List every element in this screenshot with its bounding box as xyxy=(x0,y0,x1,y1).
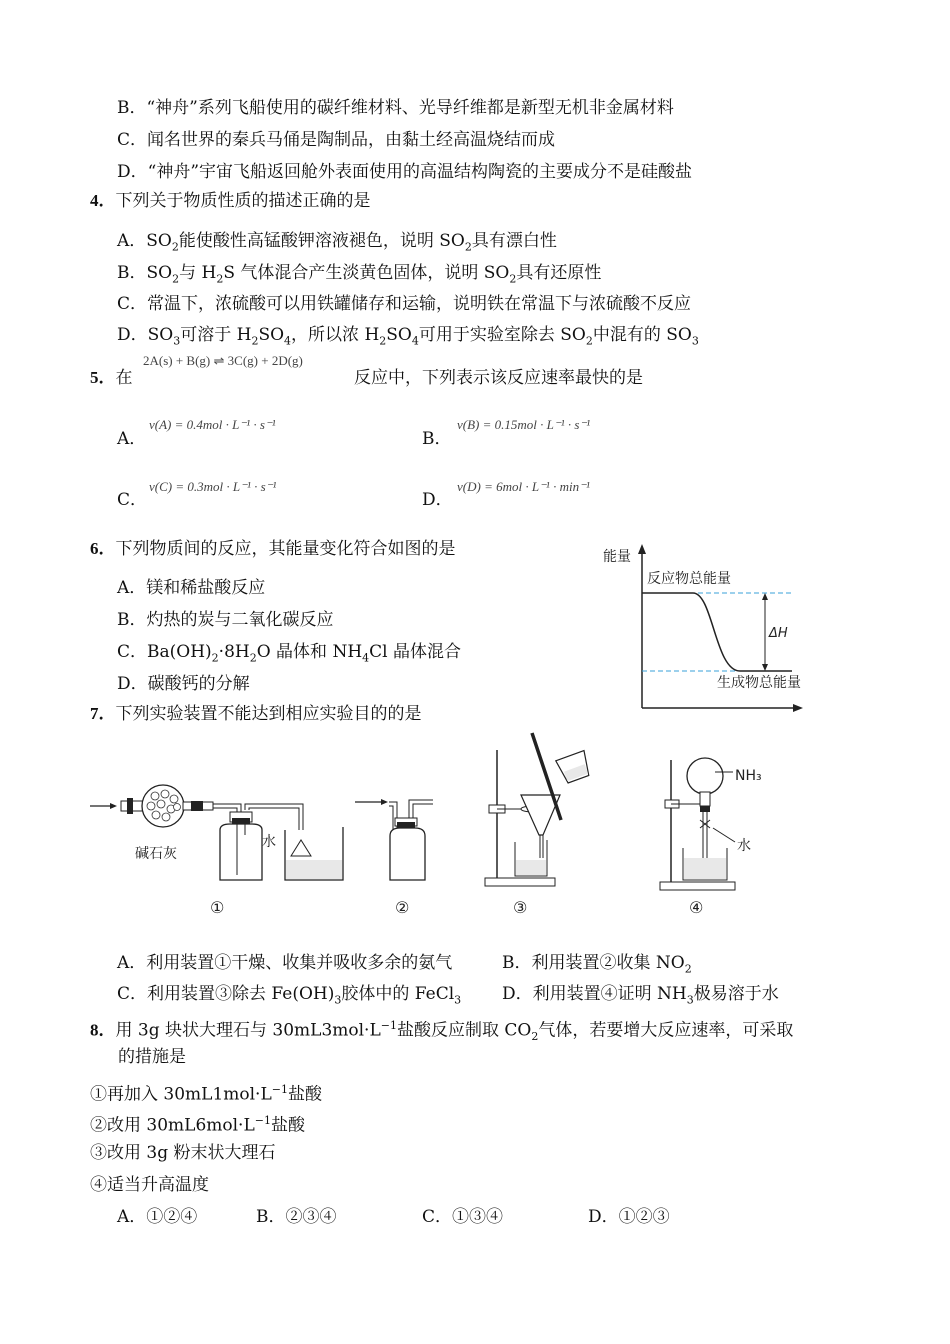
reactant-label: 反应物总能量 xyxy=(647,571,731,587)
q3-option-d: D．“神舟”宇宙飞船返回舱外表面使用的高温结构陶瓷的主要成分不是硅酸盐 xyxy=(117,162,693,182)
y-axis-arrow xyxy=(638,544,646,554)
q5-option-c-label: C． xyxy=(117,490,148,510)
device-1-collection-bottle xyxy=(220,804,343,880)
y-axis-label: 能量 xyxy=(603,549,631,565)
q8-measure-2: ②改用 $30mL6mol\cdot L^{-1}$盐酸 xyxy=(90,1114,305,1136)
q5-stem-end: 反应中，下列表示该反应速率最快的是 xyxy=(354,368,643,388)
q5-option-c-rate: v(C) = 0.3mol · L⁻¹ · s⁻¹ xyxy=(149,479,277,494)
q4-option-d: D．$SO_3$可溶于 $H_2SO_4$，所以浓 $H_2SO_4$可用于实验室除去 $SO_2$中混有的 $SO_3$ xyxy=(117,325,699,348)
q8-measure-3: ③改用 3g 粉末状大理石 xyxy=(90,1143,276,1163)
q5-option-a-rate: v(A) = 0.4mol · L⁻¹ · s⁻¹ xyxy=(149,417,276,432)
q8-measure-1: ①再加入 $30mL1mol\cdot L^{-1}$盐酸 xyxy=(90,1083,322,1105)
q5-equation: 2A(s) + B(g) ⇌ 3C(g) + 2D(g) xyxy=(143,353,303,368)
delta-arrow-top xyxy=(762,593,768,600)
q8-option-d: D．①②③ xyxy=(588,1207,670,1227)
energy-diagram xyxy=(595,540,810,715)
q5-pre: 在 xyxy=(115,368,133,388)
q4-stem-text: 下列关于物质性质的描述正确的是 xyxy=(115,191,371,211)
q8-number: 8． xyxy=(90,1020,116,1040)
q7-option-a: A．利用装置①干燥、收集并吸收多余的氨气 xyxy=(117,953,453,973)
q6-option-c: C．$Ba(OH)_2\cdot 8H_2O$ 晶体和 $NH_4Cl$ 晶体混合 xyxy=(117,642,462,665)
q7-stem xyxy=(90,703,422,725)
q5-option-a-label: A． xyxy=(117,429,147,449)
device-label-3: ③ xyxy=(513,898,528,917)
q5-stem-start xyxy=(90,367,133,389)
q4-number: 4． xyxy=(90,191,116,210)
q7-number: 7． xyxy=(90,704,116,723)
q4-stem xyxy=(90,190,371,212)
q6-option-a: A．镁和稀盐酸反应 xyxy=(117,578,266,598)
device-label-4: ④ xyxy=(689,898,704,917)
q3-option-c: C．闻名世界的秦兵马俑是陶制品，由黏土经高温烧结而成 xyxy=(117,130,556,150)
q6-option-b: B．灼热的炭与二氧化碳反应 xyxy=(117,610,334,630)
q7-option-d: D．利用装置④证明 $NH_3$极易溶于水 xyxy=(502,984,779,1007)
q5-option-d-label: D． xyxy=(422,490,453,510)
q4-option-a: A．$SO_2$能使酸性高锰酸钾溶液褪色，说明 $SO_2$具有漂白性 xyxy=(117,231,557,254)
device-label-2: ② xyxy=(395,898,410,917)
q7-stem-text: 下列实验装置不能达到相应实验目的的是 xyxy=(115,704,422,724)
q7-option-b: B．利用装置②收集 $NO_2$ xyxy=(502,953,692,976)
q6-stem xyxy=(90,538,456,560)
q6-number: 6． xyxy=(90,539,116,558)
water-label-1: 水 xyxy=(262,834,276,850)
q5-option-d-rate: v(D) = 6mol · L⁻¹ · min⁻¹ xyxy=(457,479,590,494)
q4-option-c: C．常温下，浓硫酸可以用铁罐储存和运输，说明铁在常温下与浓硫酸不反应 xyxy=(117,294,692,314)
device-1-drying-tube xyxy=(90,785,237,862)
q3-option-b: B．“神舟”系列飞船使用的碳纤维材料、光导纤维都是新型无机非金属材料 xyxy=(117,98,674,118)
q8-option-a: A．①②④ xyxy=(117,1207,198,1227)
delta-arrow-bottom xyxy=(762,664,768,671)
q8-measure-4: ④适当升高温度 xyxy=(90,1175,209,1195)
soda-lime-label: 碱石灰 xyxy=(135,846,177,862)
device-2-gas-bottle xyxy=(355,799,433,880)
q8-stem-line1: 8．用 3g 块状大理石与 $30mL3mol\cdot L^{-1}$盐酸反应制取 $CO_2$气体，若要增大反应速率，可采取 xyxy=(90,1019,794,1044)
q8-stem-line2: 的措施是 xyxy=(118,1047,186,1067)
water-label-4: 水 xyxy=(737,838,751,854)
q5-option-b-label: B． xyxy=(422,429,452,449)
device-3-filtration xyxy=(485,733,593,886)
x-axis-arrow xyxy=(793,704,803,712)
q8-option-b: B．②③④ xyxy=(256,1207,337,1227)
q4-option-b: B．$SO_2$与 $H_2S$ 气体混合产生淡黄色固体，说明 $SO_2$具有还原性 xyxy=(117,263,602,286)
q6-stem-text: 下列物质间的反应，其能量变化符合如图的是 xyxy=(115,539,456,559)
q5-option-b-rate: v(B) = 0.15mol · L⁻¹ · s⁻¹ xyxy=(457,417,591,432)
q6-option-d: D．碳酸钙的分解 xyxy=(117,674,250,694)
nh3-label: NH₃ xyxy=(735,768,762,784)
product-label: 生成物总能量 xyxy=(717,675,801,691)
device-label-1: ① xyxy=(210,898,225,917)
apparatus-figure xyxy=(85,730,805,925)
q8-option-c: C．①③④ xyxy=(422,1207,504,1227)
device-4-fountain xyxy=(660,758,762,890)
delta-h-label: ΔH xyxy=(769,626,788,641)
q7-option-c: C．利用装置③除去 $Fe(OH)_3$胶体中的 FeCl$_3$ xyxy=(117,984,462,1007)
q5-number: 5． xyxy=(90,368,116,387)
